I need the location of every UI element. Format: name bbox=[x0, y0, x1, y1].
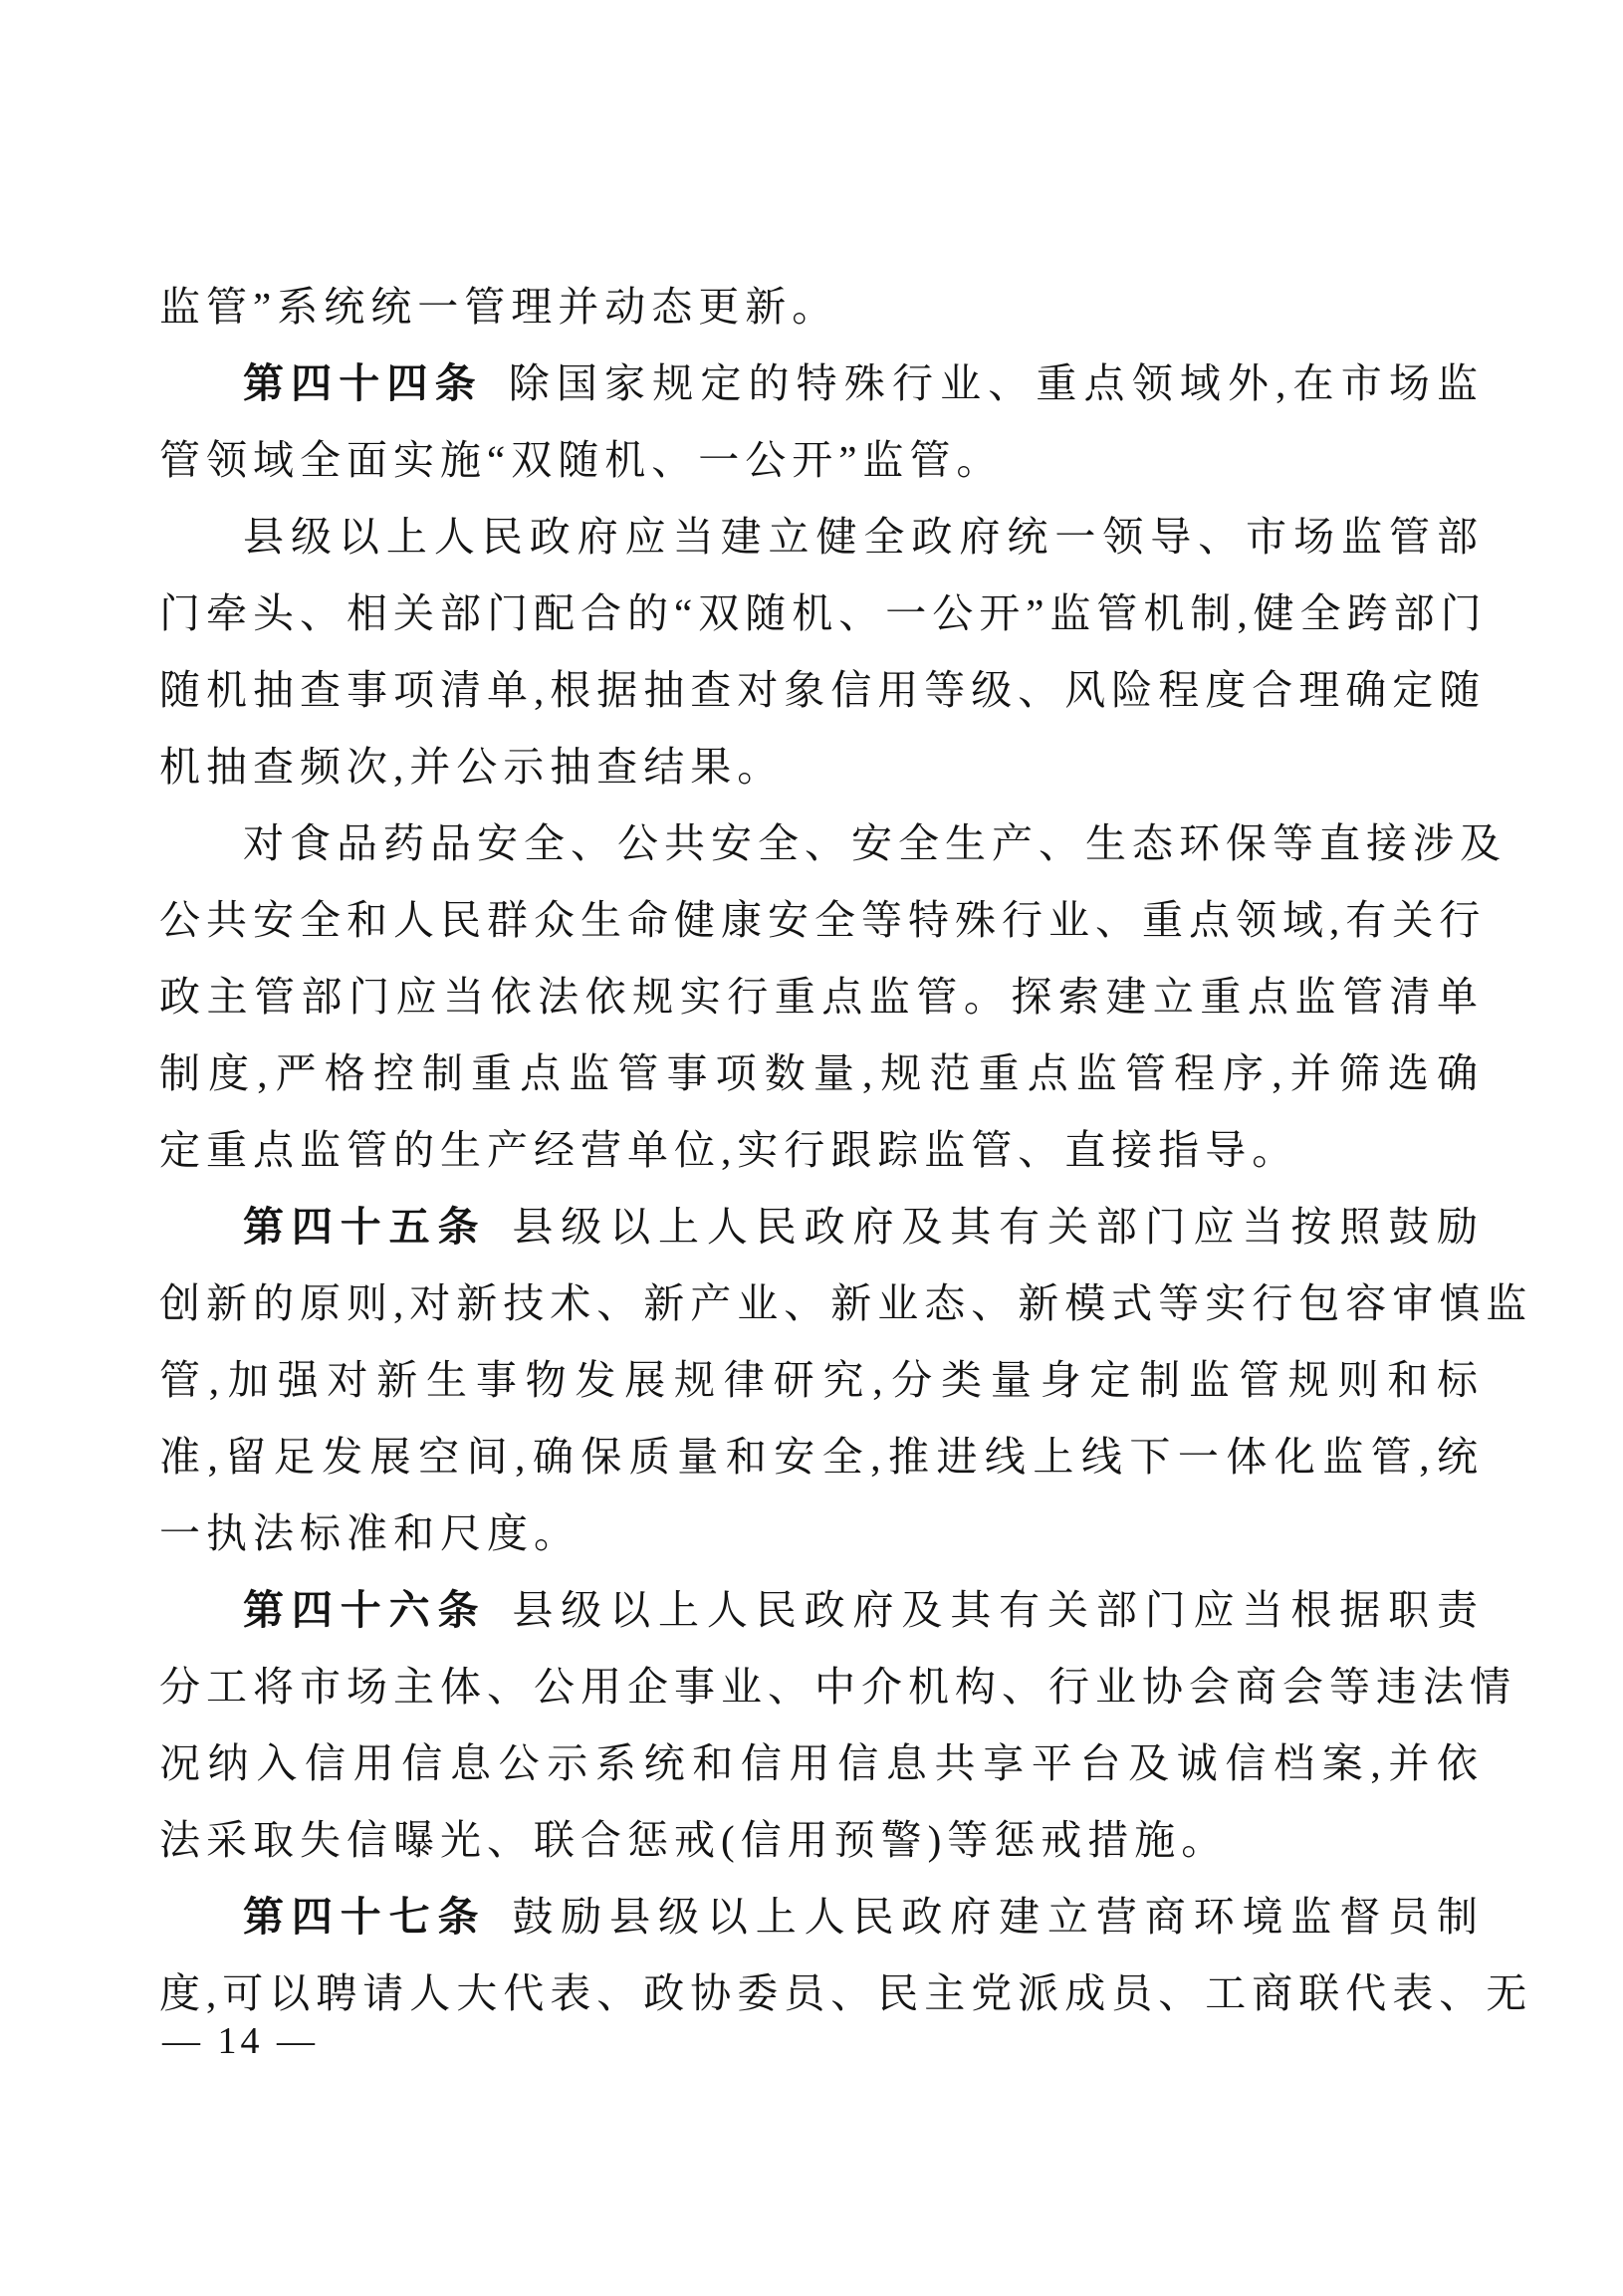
line-text: 县级以上人民政府及其有关部门应当根据职责 bbox=[512, 1587, 1484, 1633]
page-number: — 14 — bbox=[162, 2020, 319, 2062]
text-line bbox=[159, 1572, 1484, 1649]
text-line bbox=[159, 1802, 1484, 1879]
line-text: 机抽查频次,并公示抽查结果。 bbox=[159, 744, 785, 790]
line-text: 定重点监管的生产经营单位,实行跟踪监管、直接指导。 bbox=[159, 1127, 1299, 1173]
line-text: 况纳入信用信息公示系统和信用信息共享平台及诚信档案,并依 bbox=[159, 1740, 1484, 1786]
text-line bbox=[159, 1419, 1484, 1495]
text-line bbox=[159, 575, 1488, 652]
text-line bbox=[159, 345, 1484, 422]
article-label: 第四十五条 bbox=[243, 1204, 487, 1250]
text-line bbox=[159, 805, 1507, 882]
line-text: 鼓励县级以上人民政府建立营商环境监督员制 bbox=[512, 1894, 1484, 1940]
text-line bbox=[159, 1955, 1533, 2032]
text-line bbox=[159, 1189, 1484, 1265]
line-text: 对食品药品安全、公共安全、安全生产、生态环保等直接涉及 bbox=[243, 820, 1507, 866]
text-line bbox=[159, 1265, 1533, 1342]
text-line bbox=[159, 729, 1484, 805]
article-label: 第四十四条 bbox=[243, 360, 483, 406]
line-text: 除国家规定的特殊行业、重点领域外,在市场监 bbox=[508, 360, 1484, 406]
line-text: 度,可以聘请人大代表、政协委员、民主党派成员、工商联代表、无 bbox=[159, 1970, 1533, 2016]
line-text: 法采取失信曝光、联合惩戒(信用预警)等惩戒措施。 bbox=[159, 1817, 1229, 1863]
line-text: 公共安全和人民群众生命健康安全等特殊行业、重点领域,有关行 bbox=[159, 897, 1487, 943]
line-text: 管领域全面实施“双随机、一公开”监管。 bbox=[159, 437, 1004, 483]
text-line bbox=[159, 499, 1484, 575]
text-line bbox=[159, 1112, 1484, 1189]
article-label: 第四十六条 bbox=[243, 1587, 487, 1633]
line-text: 政主管部门应当依法依规实行重点监管。探索建立重点监管清单 bbox=[159, 974, 1484, 1020]
line-text: 随机抽查事项清单,根据抽查对象信用等级、风险程度合理确定随 bbox=[159, 667, 1487, 713]
text-line bbox=[159, 1342, 1484, 1419]
text-line bbox=[159, 652, 1487, 729]
line-text: 创新的原则,对新技术、新产业、新业态、新模式等实行包容审慎监 bbox=[159, 1280, 1533, 1326]
line-text: 监管”系统统一管理并动态更新。 bbox=[159, 284, 839, 330]
text-line bbox=[159, 1495, 1484, 1572]
line-text: 准,留足发展空间,确保质量和安全,推进线上线下一体化监管,统 bbox=[159, 1434, 1484, 1480]
line-text: 门牵头、相关部门配合的“双随机、一公开”监管机制,健全跨部门 bbox=[159, 590, 1488, 636]
line-text: 一执法标准和尺度。 bbox=[159, 1510, 580, 1556]
text-line bbox=[159, 1035, 1484, 1112]
text-line bbox=[159, 422, 1484, 499]
text-line bbox=[159, 882, 1487, 959]
text-block bbox=[159, 269, 1533, 2032]
text-line bbox=[159, 1649, 1516, 1725]
text-line bbox=[159, 269, 1484, 345]
text-line bbox=[159, 1725, 1484, 1802]
line-text: 县级以上人民政府及其有关部门应当按照鼓励 bbox=[512, 1204, 1484, 1250]
line-text: 制度,严格控制重点监管事项数量,规范重点监管程序,并筛选确 bbox=[159, 1050, 1484, 1096]
text-line bbox=[159, 1879, 1484, 1955]
line-text: 分工将市场主体、公用企事业、中介机构、行业协会商会等违法情 bbox=[159, 1664, 1516, 1710]
article-label: 第四十七条 bbox=[243, 1894, 487, 1940]
text-line bbox=[159, 959, 1484, 1035]
line-text: 县级以上人民政府应当建立健全政府统一领导、市场监管部 bbox=[243, 514, 1484, 560]
line-text: 管,加强对新生事物发展规律研究,分类量身定制监管规则和标 bbox=[159, 1357, 1484, 1403]
